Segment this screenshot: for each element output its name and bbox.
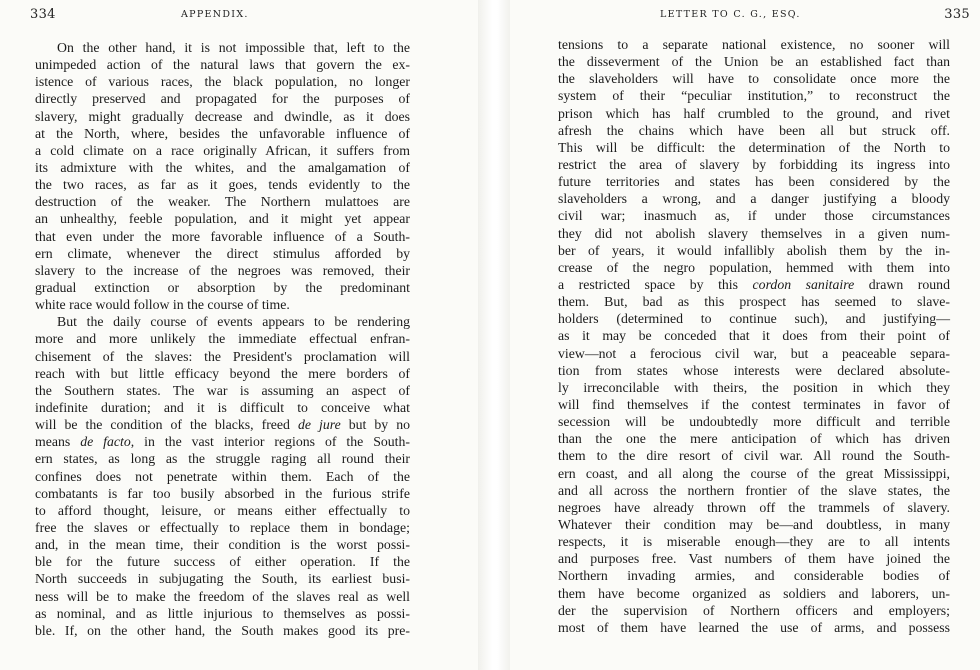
text-line: the two races, as far as it goes, tends evidently to the: [35, 177, 410, 193]
text-line: negroes have already thrown off the trammels of slavery.: [558, 499, 950, 515]
text-line: they did not abolish slavery themselves in a given num-: [558, 225, 950, 241]
left-running-head: APPENDIX.: [181, 9, 249, 20]
text-line: a restricted space by this cordon sanitaire drawn round: [558, 276, 950, 292]
text-line: gradual extinction or absorption by the predominant: [35, 279, 410, 295]
text-line: restrict the area of slavery by forbidding its ingress into: [558, 156, 950, 172]
text-line: slavery, might gradually decrease and dwindle, as it does: [35, 108, 410, 124]
text-line: secession will be undoubtedly more difficult and terrible: [558, 414, 950, 430]
text-line: than the one the mere anticipation of which has driven: [558, 431, 950, 447]
text-line: On the other hand, it is not impossible that, left to the: [57, 40, 410, 55]
right-page: [510, 0, 980, 670]
text-line: to afford thought, leisure, or means either effectually to: [35, 502, 410, 518]
text-line: white race would follow in the course of time.: [35, 297, 290, 313]
text-line: chisement of the slaves: the President's proclamation will: [35, 348, 410, 364]
text-line: as nominal, and as little injurious to themselves as possi-: [35, 605, 410, 621]
right-page-number: 335: [944, 7, 970, 22]
text-line: ness will be to make the freedom of the slaves real as well: [35, 588, 410, 604]
text-line: destruction of the weaker. The Northern mulattoes are: [35, 194, 410, 210]
text-line: ber of years, it would infallibly abolish them by the in-: [558, 242, 950, 258]
text-line: tion from states whose interests were declared absolute-: [558, 362, 950, 378]
text-line: system of their “peculiar institution,” to reconstruct the: [558, 88, 950, 104]
text-line: der the supervision of Northern officers and employers;: [558, 602, 950, 618]
text-line: that even under the more favorable influence of a South-: [35, 228, 410, 244]
text-line: reach with but little efficacy beyond the mere borders of: [35, 365, 410, 381]
text-line: and, in the mean time, their condition is the worst possi-: [35, 537, 410, 553]
book-gutter: [478, 0, 510, 670]
text-line: ble. If, on the other hand, the South makes good its pre-: [35, 622, 410, 638]
text-line: more and more unlikely the immediate effectual enfran-: [35, 331, 410, 347]
text-line: This will be difficult: the determination of the North to: [558, 139, 950, 155]
text-line: view—not a ferocious civil war, but a peaceable separa-: [558, 345, 950, 361]
right-page-header: [660, 7, 970, 25]
text-line: the disseverment of the Union be an established fact than: [558, 54, 950, 70]
text-line: tensions to a separate national existence, no sooner will: [558, 37, 950, 52]
text-line: afresh the chains which have been all but struck off.: [558, 122, 950, 138]
right-running-head: LETTER TO C. G., ESQ.: [660, 9, 801, 20]
text-line: directly preserved and propagated for the purposes of: [35, 91, 410, 107]
text-line: confines does not penetrate within them. Each of the: [35, 468, 410, 484]
text-line: future territories and states has been considered by the: [558, 174, 950, 190]
text-line: ern climate, whenever the direct stimulus afforded by: [35, 245, 410, 261]
text-line: its admixture with the whites, and the amalgamation of: [35, 159, 410, 175]
text-line: and purposes free. Vast numbers of them have joined the: [558, 551, 950, 567]
text-line: Northern invading armies, and considerable bodies of: [558, 568, 950, 584]
left-page-text: [35, 39, 410, 639]
text-line: istence of various races, the black population, no longer: [35, 74, 410, 90]
left-page: [0, 0, 478, 670]
left-page-number: 334: [30, 7, 56, 22]
text-line: as it may be conceded that it does from their point of: [558, 328, 950, 344]
text-line: an unhealthy, feeble population, and it might yet appear: [35, 211, 410, 227]
text-line: will find themselves if the contest terminates in favor of: [558, 396, 950, 412]
text-line: them. But, bad as this prospect has seemed to slave-: [558, 294, 950, 310]
text-line: North succeeds in subjugating the South, its earliest busi-: [35, 571, 410, 587]
text-line: But the daily course of events appears to be rendering: [57, 314, 410, 330]
text-line: ern coast, and all along the course of the great Mississippi,: [558, 465, 950, 481]
text-line: unimpeded action of the natural laws that govern the ex-: [35, 57, 410, 73]
text-line: a cold climate on a race originally African, it suffers from: [35, 142, 410, 158]
text-line: combatants is far too busily absorbed in the furious strife: [35, 485, 410, 501]
text-line: slavery to the increase of the negroes was removed, their: [35, 262, 410, 278]
text-line: at the North, where, besides the unfavorable influence of: [35, 125, 410, 141]
text-line: slaveholders a wrong, and a danger justifying a bloody: [558, 191, 950, 207]
text-line: Whatever their condition may be—and doubtless, in many: [558, 516, 950, 532]
text-line: them to the dire resort of civil war. All round the South-: [558, 448, 950, 464]
text-line: the Southern states. The war is assuming an aspect of: [35, 382, 410, 398]
text-line: means de facto, in the vast interior regions of the South-: [35, 434, 410, 450]
text-line: ble for the future success of either operation. If the: [35, 554, 410, 570]
right-page-text: [558, 36, 950, 636]
text-line: the slaveholders will have to consolidate once more the: [558, 71, 950, 87]
text-line: ern states, as long as the struggle raging all round their: [35, 451, 410, 467]
text-line: will be the condition of the blacks, freed de jure but by no: [35, 417, 411, 433]
text-line: crease of the negro population, hemmed with them into: [558, 259, 950, 275]
text-line: prison which has half crumbled to the ground, and rivet: [558, 105, 950, 121]
text-line: holders (determined to continue such), and justifying—: [558, 311, 950, 327]
text-line: them have become organized as soldiers and laborers, un-: [558, 585, 950, 601]
text-line: indefinite duration; and it is difficult to conceive what: [35, 399, 410, 415]
text-line: free the slaves or effectually to replace them in bondage;: [35, 519, 410, 535]
text-line: respects, it is miserable enough—they are to all intents: [558, 534, 950, 550]
text-line: civil war; inasmuch as, if under those circumstances: [558, 208, 950, 224]
left-page-header: [30, 7, 410, 25]
text-line: and all across the northern frontier of the slave states, the: [558, 482, 950, 498]
text-line: most of them have learned the use of arms, and possess: [558, 619, 950, 635]
text-line: ly irreconcilable with theirs, the position in which they: [558, 379, 950, 395]
